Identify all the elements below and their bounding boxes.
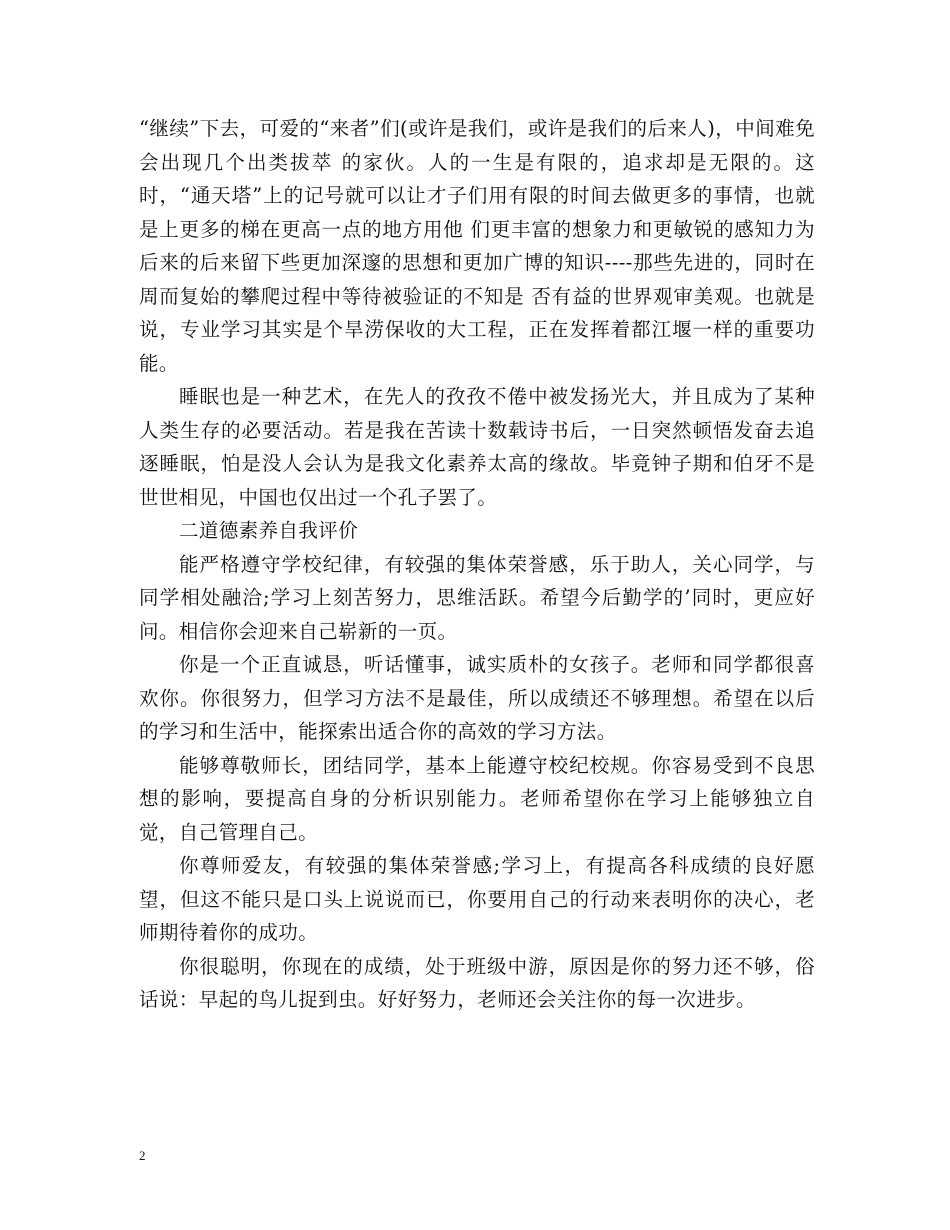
paragraph-6: 你尊师爱友，有较强的集体荣誉感;学习上，有提高各科成绩的良好愿望，但这不能只是口头上说说而已，你要用自己的行动来表明你的决心，老师期待着你的成功。 [139, 854, 815, 944]
paragraph-1: “继续”下去，可爱的“来者”们(或许是我们，或许是我们的后来人)，中间难免会出现几个出类拔萃 的家伙。人的一生是有限的，追求却是无限的。这时，“通天塔”上的记号就可以让才子们用有限的时间去做更多的事情，也就是上更多的梯在更高一点的地方用他 们更丰富的想象力和更敏锐的感知力为后来的后来留下些更加深邃的思想和更加广博的知识----那些先进的，同时在周而复始的攀爬过程中等待被验证的不知是 否有益的世界观审美观。也就是说，专业学习其实是个旱涝保收的大工程，正在发挥着都江堰一样的重要功能。 [139, 117, 815, 375]
paragraph-2: 睡眠也是一种艺术，在先人的孜孜不倦中被发扬光大，并且成为了某种人类生存的必要活动。若是我在苦读十数载诗书后，一日突然顿悟发奋去追逐睡眠，怕是没人会认为是我文化素养太高的缘故。毕竟钟子期和伯牙不是世世相见，中国也仅出过一个孔子罢了。 [139, 385, 815, 509]
paragraph-5: 能够尊敬师长，团结同学，基本上能遵守校纪校规。你容易受到不良思想的影响，要提高自身的分析识别能力。老师希望你在学习上能够独立自觉，自己管理自己。 [139, 753, 815, 844]
paragraph-7: 你很聪明，你现在的成绩，处于班级中游，原因是你的努力还不够，俗话说：早起的鸟儿捉到虫。好好努力，老师还会关注你的每一次进步。 [139, 954, 815, 1011]
section-heading: 二道德素养自我评价 [179, 519, 359, 542]
document-body [139, 112, 815, 1017]
paragraph-4: 你是一个正直诚恳，听话懂事，诚实质朴的女孩子。老师和同学都很喜欢你。你很努力，但学习方法不是最佳，所以成绩还不够理想。希望在以后的学习和生活中，能探索出适合你的高效的学习方法。 [139, 653, 815, 743]
paragraph-3: 能严格遵守学校纪律，有较强的集体荣誉感，乐于助人，关心同学，与同学相处融洽;学习上刻苦努力，思维活跃。希望今后勤学的’同时，更应好问。相信你会迎来自己崭新的一页。 [139, 552, 815, 643]
page-number: 2 [139, 1148, 146, 1163]
